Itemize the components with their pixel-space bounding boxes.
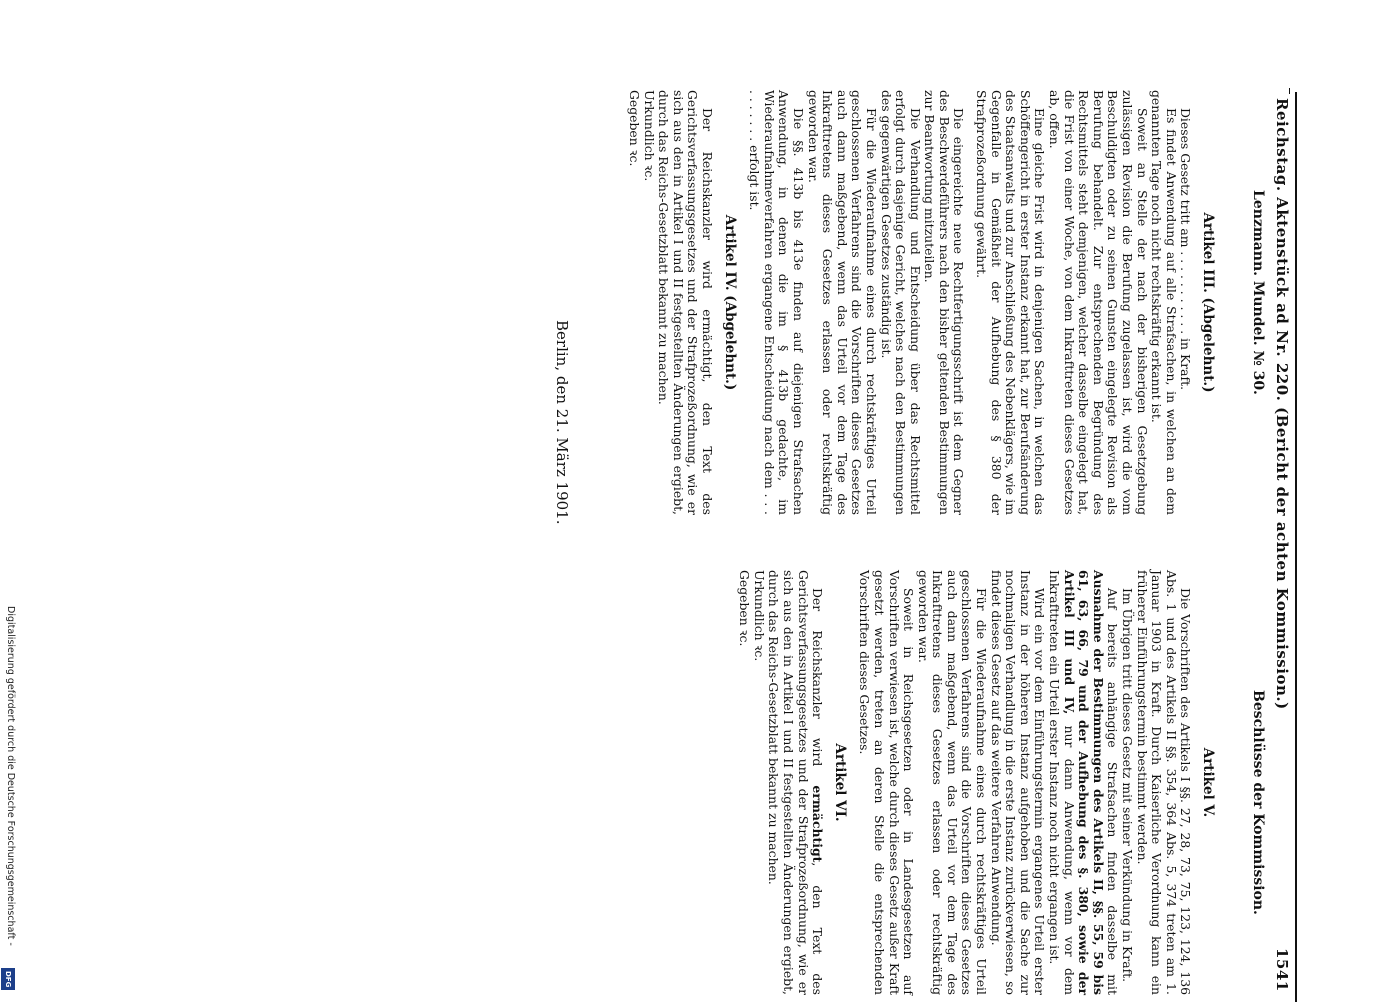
paragraph: Soweit in Reichsgesetzen oder in Landesgesetzen auf Vorschriften verwiesen ist, welche durch dieses Gesetz außer Kraft gesetzt werden, treten an deren Stelle die entsprechenden Vorschriften dieses Gesetzes.	[857, 570, 917, 995]
article-heading: Artikel VI.	[831, 743, 848, 822]
paragraph: Die §§. 413b bis 413e finden auf diejenigen Strafsachen Anwendung, in denen die im § 413b gedachte, im Wiederaufnahmeverfahren ergangene Entscheidung nach dem . . . . . . . . . . erfolgt ist.	[747, 90, 806, 515]
text-run: , den Text des Gerichtsverfassungsgesetzes und der Strafprozeßordnung, wie er sich aus den in Artikel I und II festgestellten Änderungen ergiebt, durch das Reichs-Gesetzblatt bekannt zu machen.	[766, 570, 826, 995]
text-run: nur dann Anwendung, wenn vor dem Inkrafttreten ein Urteil erster Instanz noch nicht ergangen ist.	[1047, 570, 1077, 995]
paragraph: Dieses Gesetz tritt am . . . . . . . . . . . in Kraft.	[1178, 108, 1194, 391]
paragraph: Eine gleiche Frist wird in denjenigen Sachen, in welchen das Schöffengericht in erster Instanz erkannt hat, zur Berufsänderung des Staatsanwalts und zur Anschließung des Nebenklägers, wie im Gegenfalle in Gemäßheit der Aufhebung des § 380 der Strafprozeßordnung gewährt.	[974, 90, 1048, 515]
text-run: Der Reichskanzler wird	[810, 588, 826, 786]
paragraph	[766, 570, 824, 995]
paragraph: Wird ein vor dem Einführungstermin ergangenes Urteil erster Instanz in der höheren Instanz aufgehoben und die Sache zur nochmaligen Verhandlung in die erste Instanz zurückverwiesen, so findet dieses Gesetz auf das weitere Verfahren Anwendung.	[988, 570, 1048, 995]
signature-line: Gegeben ꝛc.	[627, 90, 643, 167]
paragraph: Die eingereichte neue Rechtfertigungsschrift ist dem Gegner des Beschwerdeführers nach den bisher geltenden Bestimmungen zur Beantwortung mitzuteilen.	[922, 90, 967, 515]
running-header: Reichstag. Aktenstück ad Nr. 220. (Bericht der achten Kommission.)	[1273, 98, 1291, 710]
emphasis: Ausnahme der Bestimmungen des Artikels II, §§. 55, 59 bis 61, 63, 66, 79 und der Aufhebung des §. 380, sowie der Artikel III und IV,	[1061, 570, 1106, 995]
paragraph: Soweit an Stelle der nach der bisherigen Gesetzgebung zulässigen Revision die Berufung zugelassen ist, wird die vom Beschuldigten oder zu seinen Gunsten eingelegte Revision als Berufung behandelt. Zur entsprechenden Begründung des Rechtsmittels steht demjenigen, welcher dasselbe eingelegt hat, die Frist von einer Woche, von dem Inkrafttreten dieses Gesetzes ab, offen.	[1047, 90, 1150, 515]
emphasis: ermächtigt	[810, 785, 826, 863]
signature-line: Gegeben ꝛc.	[737, 570, 753, 647]
rotated-scan-page	[17, 0, 1307, 1000]
article-heading: Artikel III. (Abgelehnt.)	[1200, 212, 1216, 393]
text-run: Auf bereits anhängige Strafsachen finden dasselbe mit	[1105, 588, 1121, 995]
place-date: Berlin, den 21. März 1901.	[553, 320, 571, 525]
article-heading: Artikel V.	[1200, 747, 1216, 818]
paragraph: Für die Wiederaufnahme eines durch rechtskräftiges Urteil geschlossenen Verfahrens sind die Vorschriften dieses Gesetzes auch dann maßgebend, wenn das Urteil vor dem Tage des Inkrafttretens dieses Gesetzes erlassen oder rechtskräftig geworden war.	[915, 570, 990, 995]
paragraph: Für die Wiederaufnahme eines durch rechtskräftiges Urteil geschlossenen Verfahrens sind die Vorschriften dieses Gesetzes auch dann maßgebend, wenn das Urteil vor dem Tage des Inkrafttretens dieses Gesetzes erlassen oder rechtskräftig geworden war.	[805, 90, 879, 515]
signature-line: Urkundlich ꝛc.	[641, 90, 657, 182]
signature-line: Urkundlich ꝛc.	[751, 570, 767, 662]
paragraph: Die Vorschriften des Artikels I §§. 27, 28, 73, 75, 123, 124, 136 Abs. 1 und des Artikels II §§. 354, 364 Abs. 5, 374 treten am 1. Januar 1903 in Kraft. Durch Kaiserliche Verordnung kann ein früherer Einführungstermin bestimmt werden.	[1134, 570, 1194, 995]
article-heading: Artikel IV. (Abgelehnt.)	[721, 214, 738, 391]
left-column-heading: Lenzmann. Mundel. № 30.	[1250, 190, 1266, 395]
paragraph: Die Verhandlung und Entscheidung über das Rechtsmittel erfolgt durch dasjenige Gericht, welches nach den Bestimmungen des gegenwärtigen Gesetzes zuständig ist.	[878, 90, 923, 515]
right-column-heading: Beschlüsse der Kommission.	[1250, 690, 1266, 915]
paragraph: Es findet Anwendung auf alle Strafsachen, in welchen an dem genannten Tage noch nicht rechtskräftig erkannt ist.	[1149, 90, 1179, 515]
dfg-logo-icon: DFG	[1, 968, 15, 990]
digitization-note: Digitalisierung gefördert durch die Deutsche Forschungsgemeinschaft -	[5, 606, 16, 946]
paragraph	[1046, 570, 1119, 995]
left-column	[626, 90, 1217, 515]
paragraph: Im Übrigen tritt dieses Gesetz mit seiner Verkündung in Kraft.	[1120, 588, 1136, 983]
page-edge-mark	[1289, 88, 1290, 94]
header-rule	[1295, 92, 1297, 1002]
page-number: 1541	[1273, 948, 1291, 992]
right-column	[737, 570, 1217, 995]
paragraph: Der Reichskanzler wird ermächtigt, den Text des Gerichtsverfassungsgesetzes und der Strafprozeßordnung, wie er sich aus den in Artikel I und II festgestellten Änderungen ergiebt, durch das Reichs-Gesetzblatt bekannt zu machen.	[656, 90, 715, 515]
